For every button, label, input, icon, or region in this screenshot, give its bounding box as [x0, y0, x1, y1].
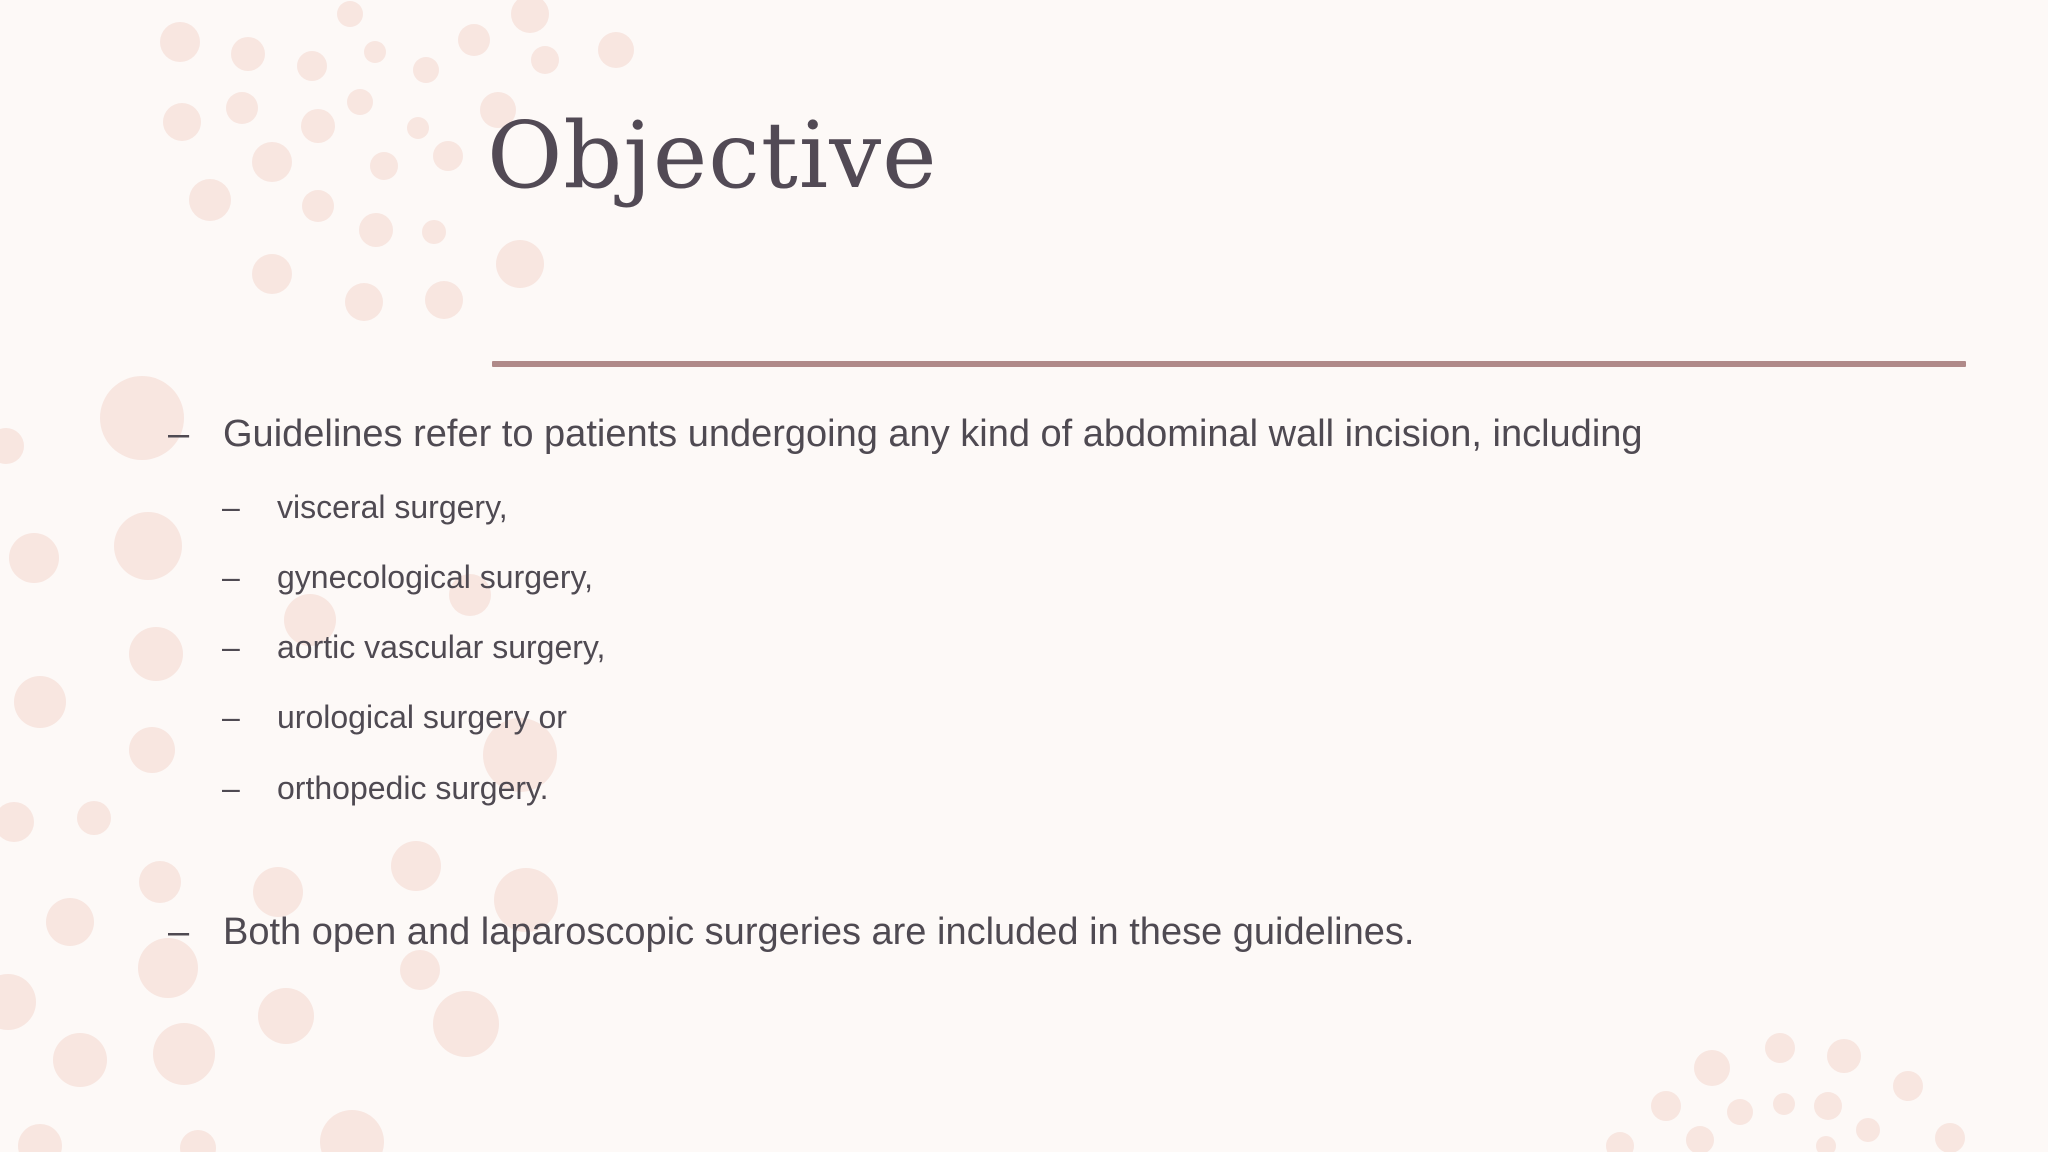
sub-bullet-text: orthopedic surgery.: [277, 770, 549, 806]
bullet-text: Guidelines refer to patients undergoing any kind of abdominal wall incision, including: [223, 413, 1643, 455]
bullet-dash: –: [168, 413, 190, 455]
sub-bullet-dash: –: [222, 629, 240, 665]
sub-bullet-dash: –: [222, 559, 240, 595]
sub-bullet-dash: –: [222, 699, 240, 735]
sub-bullet-text: gynecological surgery,: [277, 559, 594, 595]
bullet-text: Both open and laparoscopic surgeries are included in these guidelines.: [223, 911, 1415, 953]
sub-bullet-text: visceral surgery,: [277, 489, 508, 525]
sub-bullet-dash: –: [222, 770, 240, 806]
sub-bullet-text: urological surgery or: [277, 699, 567, 735]
slide-title: Objective: [487, 102, 938, 209]
bullet-dash: –: [168, 911, 190, 953]
sub-bullet-dash: –: [222, 489, 240, 525]
sub-bullet-text: aortic vascular surgery,: [277, 629, 606, 665]
